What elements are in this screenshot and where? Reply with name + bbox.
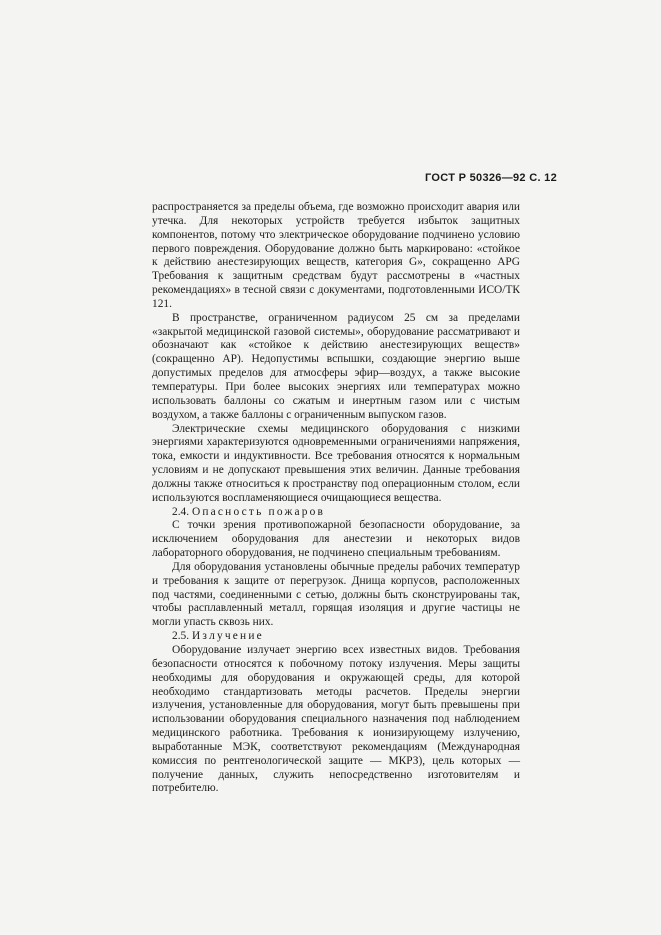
paragraph-6: Оборудование излучает энергию всех известных видов. Требования безопасности относятся к побочному потоку излучения. Меры защиты необходимы для оборудования и окружающей среды, для которой необходимо стандартизовать методы расчетов. Пределы энергии излучения, установленные для оборудования, могут быть превышены при использовании оборудования специального назначения под наблюдением медицинского работника. Требования к ионизирующему излучению, выработанные МЭК, соответствуют рекомендациям (Международная комиссия по рентгенологической защите — МКРЗ), цель которых — получение данных, служить непосредственно изготовителям и потребителю. <box>152 644 520 795</box>
section-number-2-4: 2.4. <box>172 505 190 518</box>
section-title-2-5: Излучение <box>191 630 264 643</box>
paragraph-4: С точки зрения противопожарной безопасности оборудование, за исключением оборудования для анестезии и некоторых видов лабораторного оборудования, не подчинено специальным требованиям. <box>152 519 520 560</box>
paragraph-5: Для оборудования установлены обычные пределы рабочих температур и требования к защите от перегрузок. Днища корпусов, расположенных под частями, соединенными с сетью, должны быть сконструированы так, чтобы расплавленный металл, горящая изоляция и другие частицы не могли упасть сквозь них. <box>152 560 520 629</box>
section-heading-2-5 <box>152 630 520 644</box>
section-title-2-4: Опасность пожаров <box>191 505 326 518</box>
paragraph-2: В пространстве, ограниченном радиусом 25 см за пределами «закрытой медицинской газовой системы», оборудование рассматривают и обозначают как «стойкое к действию анестезирующих веществ» (сокращенно AP). Недопустимы вспышки, создающие энергию выше допустимых пределов для атмосферы эфир—воздух, а также высокие температуры. При более высоких энергиях или температурах можно использовать баллоны со сжатым и инертным газом или с чистым воздухом, а также баллоны с ограниченным выпуском газов. <box>152 311 520 421</box>
running-header: ГОСТ Р 50326—92 С. 12 <box>425 172 557 184</box>
paragraph-3: Электрические схемы медицинского оборудования с низкими энергиями характеризуются одновременными ограничениями напряжения, тока, емкости и индуктивности. Все требования относятся к нормальным условиям и не допускают превышения этих величин. Данные требования должны также относиться к пространству под операционным столом, если используются воспламеняющиеся очищающиеся вещества. <box>152 422 520 504</box>
body-text <box>152 201 520 796</box>
section-heading-2-4 <box>152 506 520 520</box>
paragraph-1: распространяется за пределы объема, где возможно происходит авария или утечка. Для некоторых устройств требуется избыток защитных компонентов, потому что электрическое оборудование подчинено условию первого повреждения. Оборудование должно быть маркировано: «стойкое к действию анестезирующих веществ, категория G», сокращенно APG Требования к защитным средствам будут рассмотрены в «частных рекомендациях» в тесной связи с документами, подготовленными ИСО/ТК 121. <box>152 201 520 310</box>
section-number-2-5: 2.5. <box>172 630 190 643</box>
